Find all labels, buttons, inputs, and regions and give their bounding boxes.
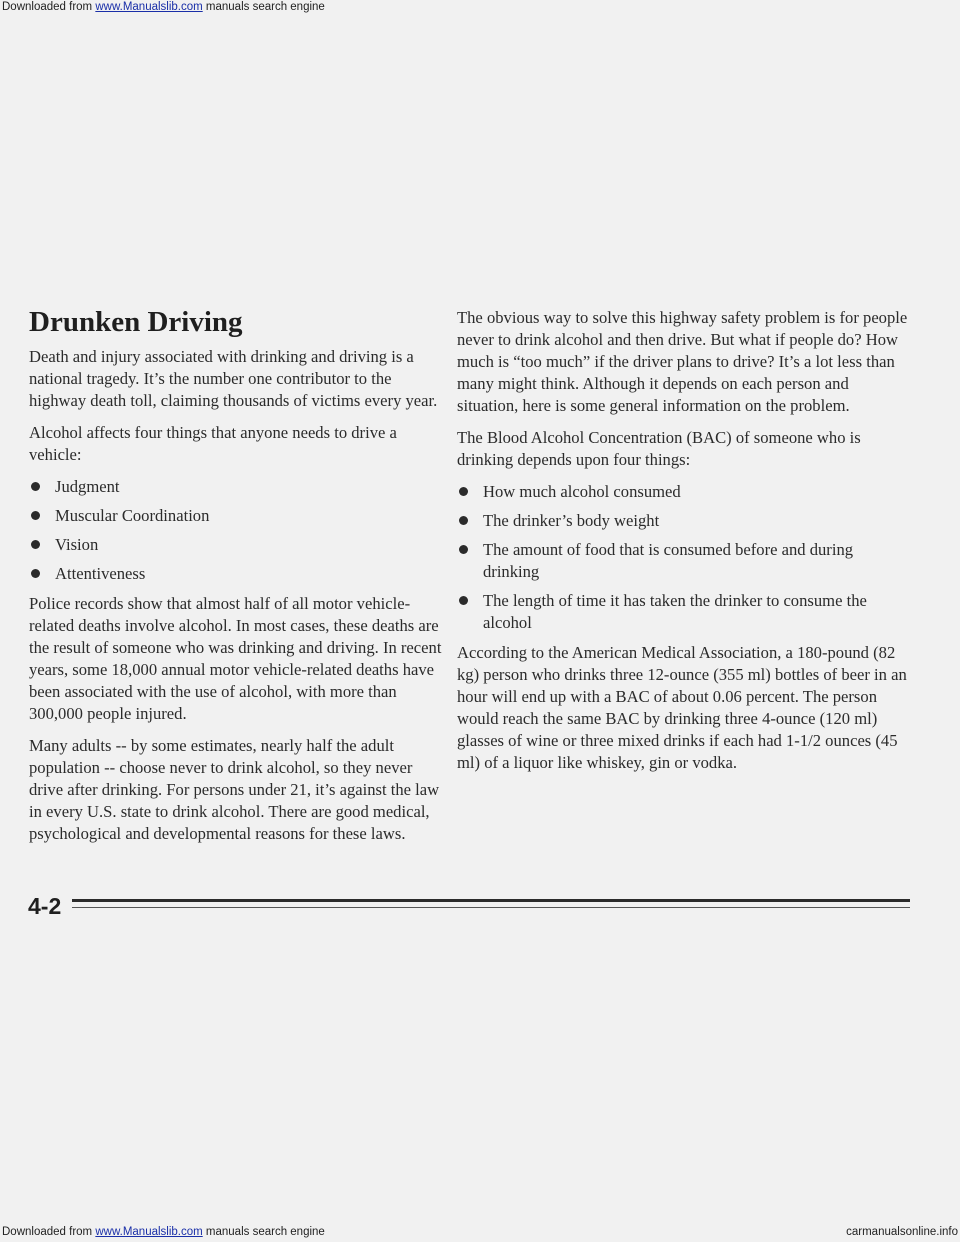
page-number: 4-2 xyxy=(28,893,62,919)
left-column: Drunken Driving Death and injury associated with drinking and driving is a national tragedy. It’s the number one contributor to the highway death toll, claiming thousands of victims every year. Alcohol affects four things that anyone needs to drive a vehicle: Judgment Muscular Coordination Vision Attentiveness Police records show that almost half of all motor vehicle-related deaths involve alcohol. In most cases, these deaths are the result of someone who was drinking and driving. In recent years, some 18,000 annual motor vehicle-related deaths have been associated with the use of alcohol, with more than 300,000 people injured. Many adults -- by some estimates, nearly half the adult population -- choose never to drink alcohol, so they never drive after drinking. For persons under 21, it’s against the law in every U.S. state to drink alcohol. There are good medical, psychological and developmental reasons for these laws. xyxy=(29,332,449,855)
bullet-icon xyxy=(31,511,40,520)
bullet-icon xyxy=(459,545,468,554)
manualslib-link[interactable]: www.Manualslib.com xyxy=(95,1,203,13)
list-item: Judgment xyxy=(29,476,449,498)
many-adults-paragraph: Many adults -- by some estimates, nearly half the adult population -- choose never to drink alcohol, so they never drive after drinking. For persons under 21, it’s against the law in every U.S. state to drink alcohol. There are good medical, psychological and developmental reasons for these laws. xyxy=(29,736,440,843)
header-prefix: Downloaded from xyxy=(2,1,93,13)
police-records-paragraph: Police records show that almost half of all motor vehicle-related deaths involve alcohol. In most cases, these deaths are the result of someone who was drinking and driving. In recent years, some 18,000 annual motor vehicle-related deaths have been associated with the use of alcohol, with more than 300,000 people injured. xyxy=(29,594,442,723)
footer-rule-thin xyxy=(72,907,910,908)
manualslib-link-footer[interactable]: www.Manualslib.com xyxy=(95,1226,203,1238)
right-column xyxy=(457,307,912,784)
bullet-icon xyxy=(459,487,468,496)
footer-suffix: manuals search engine xyxy=(202,1226,325,1238)
list-item: Attentiveness xyxy=(29,563,449,585)
intro-paragraph: Death and injury associated with drinking and driving is a national tragedy. It’s the number one contributor to the highway death toll, claiming thousands of victims every year. xyxy=(29,347,438,410)
obvious-way-paragraph: The obvious way to solve this highway safety problem is for people never to drink alcohol and then drive. But what if people do? How much is “too much” if the driver plans to drive? It’s a lot less than many might think. Although it depends on each person and situation, here is some general information on the problem. xyxy=(457,308,908,415)
list-item: The length of time it has taken the drinker to consume the alcohol xyxy=(457,590,912,634)
list-item: How much alcohol consumed xyxy=(457,481,912,503)
bullet-icon xyxy=(31,540,40,549)
header-suffix: manuals search engine xyxy=(202,1,325,13)
watermark-site: carmanualsonline.info xyxy=(846,1226,958,1238)
bullet-icon xyxy=(459,596,468,605)
bullet-icon xyxy=(31,482,40,491)
footer-prefix: Downloaded from xyxy=(2,1226,93,1238)
alcohol-affects-paragraph: Alcohol affects four things that anyone needs to drive a vehicle: xyxy=(29,423,397,464)
affects-list xyxy=(29,476,449,585)
bullet-icon xyxy=(31,569,40,578)
footer-rule xyxy=(72,899,910,902)
bac-paragraph: The Blood Alcohol Concentration (BAC) of someone who is drinking depends upon four things: xyxy=(457,428,861,469)
list-item: Muscular Coordination xyxy=(29,505,449,527)
list-item: The drinker’s body weight xyxy=(457,510,912,532)
list-item: Vision xyxy=(29,534,449,556)
bullet-icon xyxy=(459,516,468,525)
download-footer xyxy=(0,1224,960,1240)
download-header xyxy=(0,0,960,15)
list-item: The amount of food that is consumed before and during drinking xyxy=(457,539,912,583)
ama-paragraph: According to the American Medical Association, a 180-pound (82 kg) person who drinks three 12-ounce (355 ml) bottles of beer in an hour will end up with a BAC of about 0.06 percent. The person would reach the same BAC by drinking three 4-ounce (120 ml) glasses of wine or three mixed drinks if each had 1-1/2 ounces (45 ml) of a liquor like whiskey, gin or vodka. xyxy=(457,643,907,772)
bac-factors-list xyxy=(457,481,912,634)
